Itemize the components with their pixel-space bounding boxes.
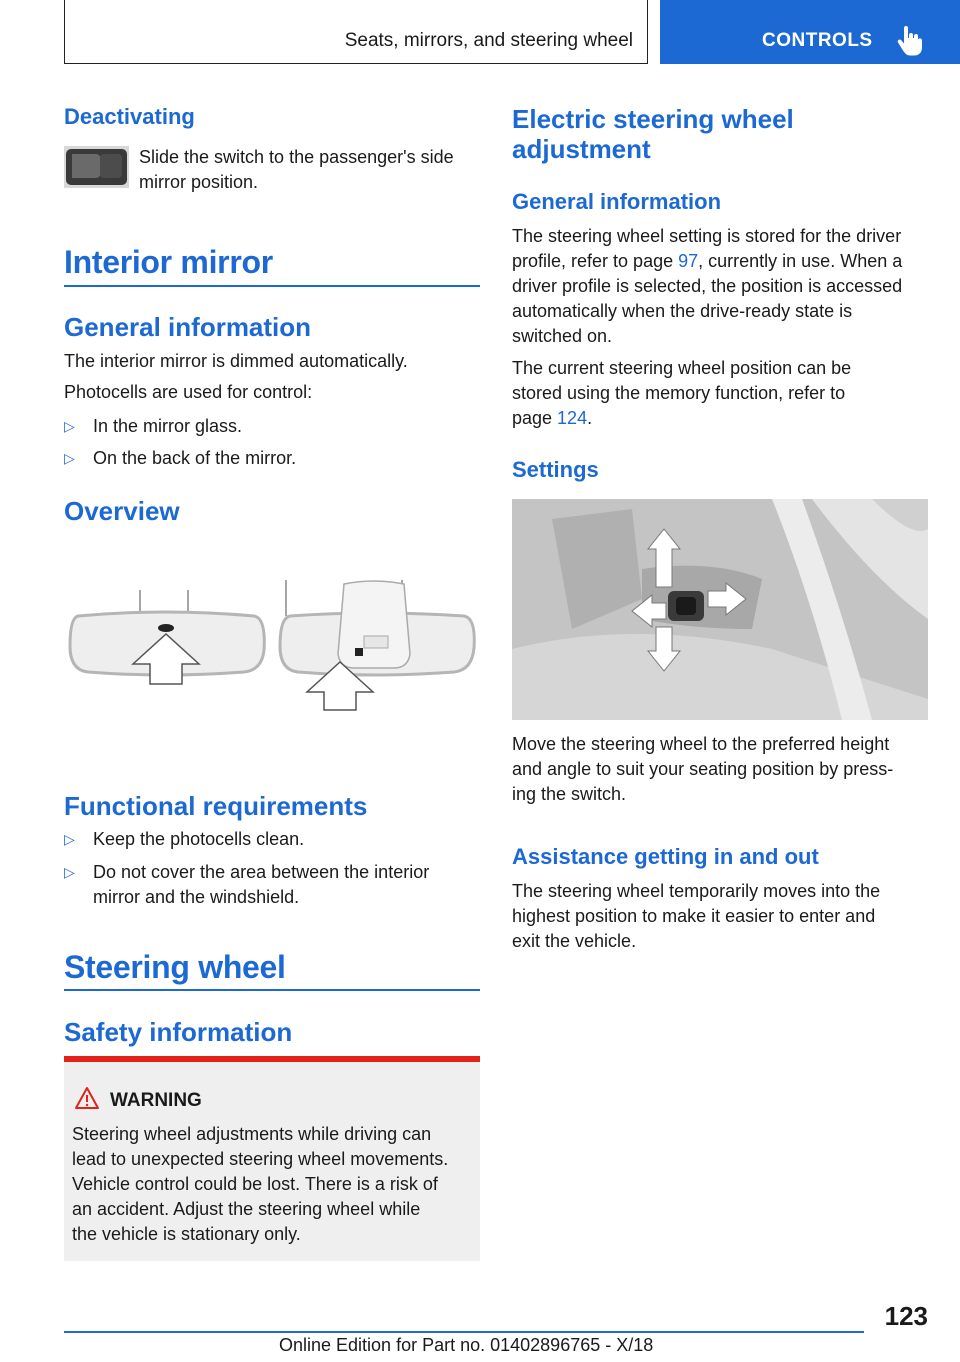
warning-line: Vehicle control could be lost. There is a risk of — [72, 1174, 438, 1194]
text-line: The steering wheel temporarily moves into the — [512, 881, 881, 901]
text-line: switched on. — [512, 326, 613, 346]
deactivating-heading: Deactivating — [64, 104, 195, 129]
header-section-title: Seats, mirrors, and steering wheel — [344, 30, 633, 51]
hand-pointer-icon — [896, 26, 922, 56]
paragraph — [512, 879, 932, 954]
text-line: ing the switch. — [512, 784, 627, 804]
overview-heading: Overview — [64, 496, 180, 526]
text-line: The steering wheel setting is stored for the driver — [512, 226, 902, 246]
page-number: 123 — [884, 1301, 928, 1331]
text-line: Move the steering wheel to the preferred height — [512, 734, 890, 754]
assistance-heading: Assistance getting in and out — [512, 844, 819, 869]
functional-requirements-heading: Functional requirements — [64, 791, 368, 821]
bullet-triangle-icon: ▷ — [64, 831, 75, 847]
header-chapter-box — [660, 0, 960, 64]
list-item — [64, 827, 474, 853]
header-section-box — [64, 0, 648, 64]
general-info-heading: General information — [64, 312, 312, 342]
list-item-text: Keep the photocells clean. — [93, 829, 305, 849]
list-item — [64, 860, 474, 886]
header-chapter-title: CONTROLS — [762, 30, 873, 51]
warning-line: lead to unexpected steering wheel movements. — [72, 1149, 449, 1169]
footer-edition: Online Edition for Part no. 01402896765 - X/18 — [279, 1335, 654, 1355]
deactivating-text-1: Slide the switch to the passenger's side — [139, 147, 454, 167]
paragraph: Photocells are used for control: — [64, 382, 313, 402]
deactivating-text-2: mirror position. — [139, 172, 259, 192]
list-item-text-continued: mirror and the windshield. — [93, 887, 300, 907]
bullet-triangle-icon: ▷ — [64, 864, 75, 880]
bullet-triangle-icon: ▷ — [64, 418, 75, 434]
text-line: page 124. — [512, 408, 593, 428]
list-item — [64, 414, 474, 440]
text-line: stored using the memory function, refer to — [512, 383, 846, 403]
mirror-switch-image — [64, 146, 129, 188]
paragraph — [512, 224, 932, 349]
title-line: adjustment — [512, 134, 651, 164]
warning-line: Steering wheel adjustments while driving can — [72, 1124, 432, 1144]
bullet-triangle-icon: ▷ — [64, 450, 75, 466]
text-line: highest position to make it easier to enter and — [512, 906, 876, 926]
paragraph: The interior mirror is dimmed automatically. — [64, 351, 408, 371]
settings-heading: Settings — [512, 457, 599, 482]
warning-title: WARNING — [110, 1090, 202, 1111]
list-item-text: In the mirror glass. — [93, 416, 243, 436]
text-line: and angle to suit your seating position by press- — [512, 759, 894, 779]
warning-line: an accident. Adjust the steering wheel while — [72, 1199, 421, 1219]
section-rule — [64, 989, 480, 991]
text-line: profile, refer to page 97, currently in use. When a — [512, 251, 903, 271]
text-line: automatically when the drive-ready state is — [512, 301, 853, 321]
warning-line: the vehicle is stationary only. — [72, 1224, 301, 1244]
electric-adjustment-title — [512, 104, 794, 164]
title-line: Electric steering wheel — [512, 104, 794, 134]
page-link-124[interactable]: 124 — [557, 408, 588, 428]
page-link-97[interactable]: 97 — [678, 251, 699, 271]
section-rule — [64, 285, 480, 287]
text-line: The current steering wheel position can be — [512, 358, 852, 378]
text-line: driver profile is selected, the position is accessed — [512, 276, 903, 296]
warning-triangle-icon — [74, 1086, 100, 1110]
list-item-text: On the back of the mirror. — [93, 448, 297, 468]
safety-info-heading: Safety information — [64, 1017, 293, 1047]
text-line: exit the vehicle. — [512, 931, 637, 951]
interior-mirror-title: Interior mirror — [64, 244, 273, 280]
paragraph — [512, 356, 932, 431]
steering-wheel-title: Steering wheel — [64, 949, 286, 985]
footer-rule — [64, 1331, 864, 1333]
steering-switch-illustration — [512, 499, 928, 720]
warning-text — [72, 1122, 476, 1247]
list-item-text: Do not cover the area between the interior — [93, 862, 430, 882]
list-item — [64, 446, 474, 472]
general-info-heading-right: General information — [512, 189, 722, 214]
paragraph — [512, 732, 932, 807]
warning-box — [64, 1056, 480, 1261]
interior-mirror-illustration — [64, 570, 480, 720]
